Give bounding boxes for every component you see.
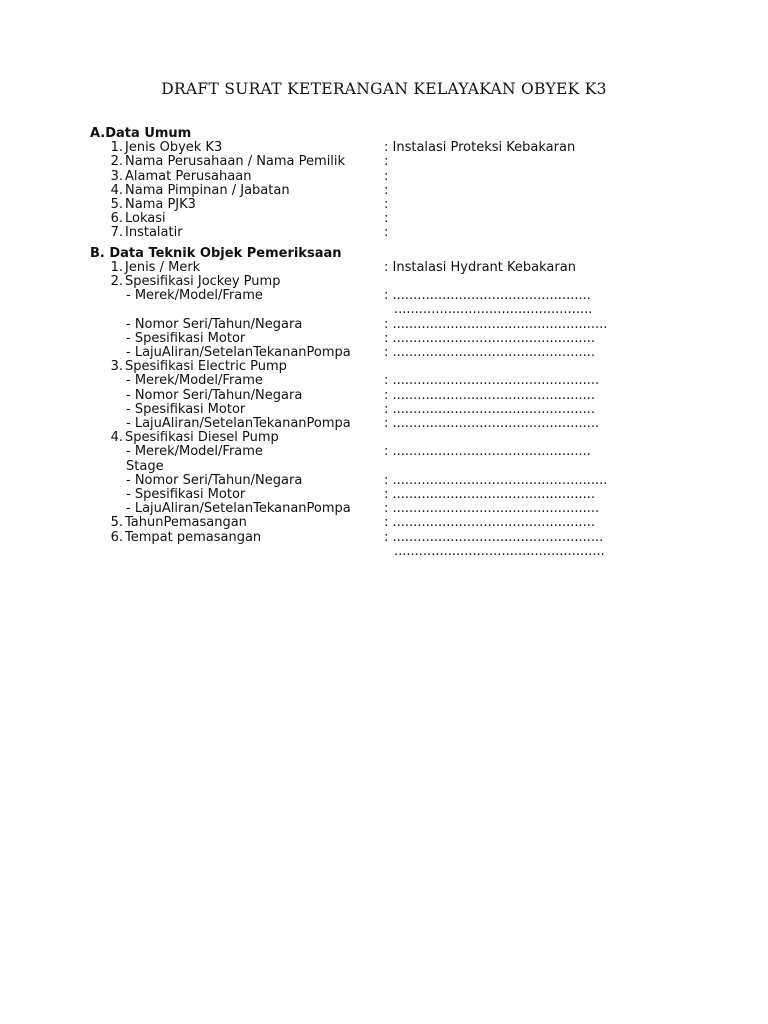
sub-label: - LajuAliran/SetelanTekananPompa xyxy=(126,416,351,432)
row-number: 3. xyxy=(110,168,123,184)
section-b-row xyxy=(90,261,690,275)
section-b-group-heading xyxy=(90,275,690,289)
row-label: Spesifikasi Electric Pump xyxy=(125,359,287,375)
sub-value: : .................................................... xyxy=(384,316,608,332)
sub-label: - Spesifikasi Motor xyxy=(126,487,246,503)
row-label: Nama PJK3 xyxy=(125,197,196,213)
row-number: 5. xyxy=(110,197,123,213)
row-label: Spesifikasi Diesel Pump xyxy=(125,430,279,446)
section-b-row xyxy=(90,531,690,545)
row-number: 6. xyxy=(110,529,123,545)
sub-value: : .................................................. xyxy=(384,416,600,432)
sub-row xyxy=(90,474,690,488)
section-b-group-heading xyxy=(90,431,690,445)
row-label: Jenis Obyek K3 xyxy=(125,140,223,156)
sub-value: : .................................................... xyxy=(384,472,608,488)
row-label: Alamat Perusahaan xyxy=(125,168,252,184)
sub-value: : ................................................ xyxy=(384,288,591,304)
sub-row xyxy=(90,289,690,303)
sub-label: - Merek/Model/Frame xyxy=(126,288,263,304)
sub-value: : ................................................. xyxy=(384,345,595,361)
sub-value: : ................................................ xyxy=(384,444,591,460)
sub-label: - Nomor Seri/Tahun/Negara xyxy=(126,316,303,332)
row-number: 4. xyxy=(110,430,123,446)
sub-label: - Nomor Seri/Tahun/Negara xyxy=(126,387,303,403)
sub-row xyxy=(90,417,690,431)
value-continuation: ................................................ xyxy=(394,302,593,318)
form-content xyxy=(90,127,690,559)
row-number: 4. xyxy=(110,182,123,198)
sub-label: - Nomor Seri/Tahun/Negara xyxy=(126,472,303,488)
row-label: TahunPemasangan xyxy=(125,515,247,531)
row-number: 1. xyxy=(110,140,123,156)
sub-label: - LajuAliran/SetelanTekananPompa xyxy=(126,345,351,361)
row-label: Instalatir xyxy=(125,225,183,241)
row-number: 1. xyxy=(110,259,123,275)
sub-row xyxy=(90,318,690,332)
row-number: 2. xyxy=(110,154,123,170)
sub-row xyxy=(90,488,690,502)
sub-row xyxy=(90,346,690,360)
row-value: : ................................................. xyxy=(384,515,595,531)
row-label: Jenis / Merk xyxy=(125,259,201,275)
row-label: Nama Perusahaan / Nama Pemilik xyxy=(125,154,346,170)
sub-row xyxy=(90,445,690,459)
section-a-row xyxy=(90,212,690,226)
sub-value: : ................................................. xyxy=(384,401,595,417)
row-label: Tempat pemasangan xyxy=(125,529,262,545)
sub-label: - Spesifikasi Motor xyxy=(126,401,246,417)
row-value: : Instalasi Hydrant Kebakaran xyxy=(384,259,576,275)
row-number: 3. xyxy=(110,359,123,375)
sub-label: - Spesifikasi Motor xyxy=(126,330,246,346)
row-value: : xyxy=(384,182,389,198)
sub-value: : ................................................. xyxy=(384,487,595,503)
section-a-row xyxy=(90,155,690,169)
row-number: 2. xyxy=(110,274,123,290)
document-title: DRAFT SURAT KETERANGAN KELAYAKAN OBYEK K3 xyxy=(161,80,607,98)
sub-row xyxy=(90,403,690,417)
section-a-row xyxy=(90,170,690,184)
row-number: 6. xyxy=(110,211,123,227)
section-a-row xyxy=(90,226,690,240)
sub-row xyxy=(90,374,690,388)
sub-label: - LajuAliran/SetelanTekananPompa xyxy=(126,501,351,517)
section-b-row xyxy=(90,516,690,530)
section-b-heading: B. Data Teknik Objek Pemeriksaan xyxy=(90,245,342,261)
row-number: 5. xyxy=(110,515,123,531)
value-continuation: ................................................... xyxy=(394,543,605,559)
row-value: : xyxy=(384,154,389,170)
row-label: Spesifikasi Jockey Pump xyxy=(125,274,281,290)
row-value: : xyxy=(384,211,389,227)
label-continuation: Stage xyxy=(126,458,164,474)
section-b-group-heading xyxy=(90,360,690,374)
section-a-row xyxy=(90,198,690,212)
sub-label: - Merek/Model/Frame xyxy=(126,444,263,460)
sub-value: : .................................................. xyxy=(384,373,600,389)
sub-value: : .................................................. xyxy=(384,501,600,517)
section-a-heading: A.Data Umum xyxy=(90,126,192,141)
row-label: Lokasi xyxy=(125,211,166,227)
section-a-row xyxy=(90,184,690,198)
row-label: Nama Pimpinan / Jabatan xyxy=(125,182,290,198)
row-value: : xyxy=(384,197,389,213)
row-value: : ................................................... xyxy=(384,529,604,545)
row-value: : xyxy=(384,225,389,241)
sub-value: : ................................................. xyxy=(384,330,595,346)
sub-row xyxy=(90,389,690,403)
row-value: : xyxy=(384,168,389,184)
sub-label: - Merek/Model/Frame xyxy=(126,373,263,389)
row-value: : Instalasi Proteksi Kebakaran xyxy=(384,140,576,156)
label-continuation-row xyxy=(90,460,690,474)
sub-row xyxy=(90,332,690,346)
sub-row xyxy=(90,502,690,516)
section-a-row xyxy=(90,141,690,155)
sub-value: : ................................................. xyxy=(384,387,595,403)
row-number: 7. xyxy=(110,225,123,241)
